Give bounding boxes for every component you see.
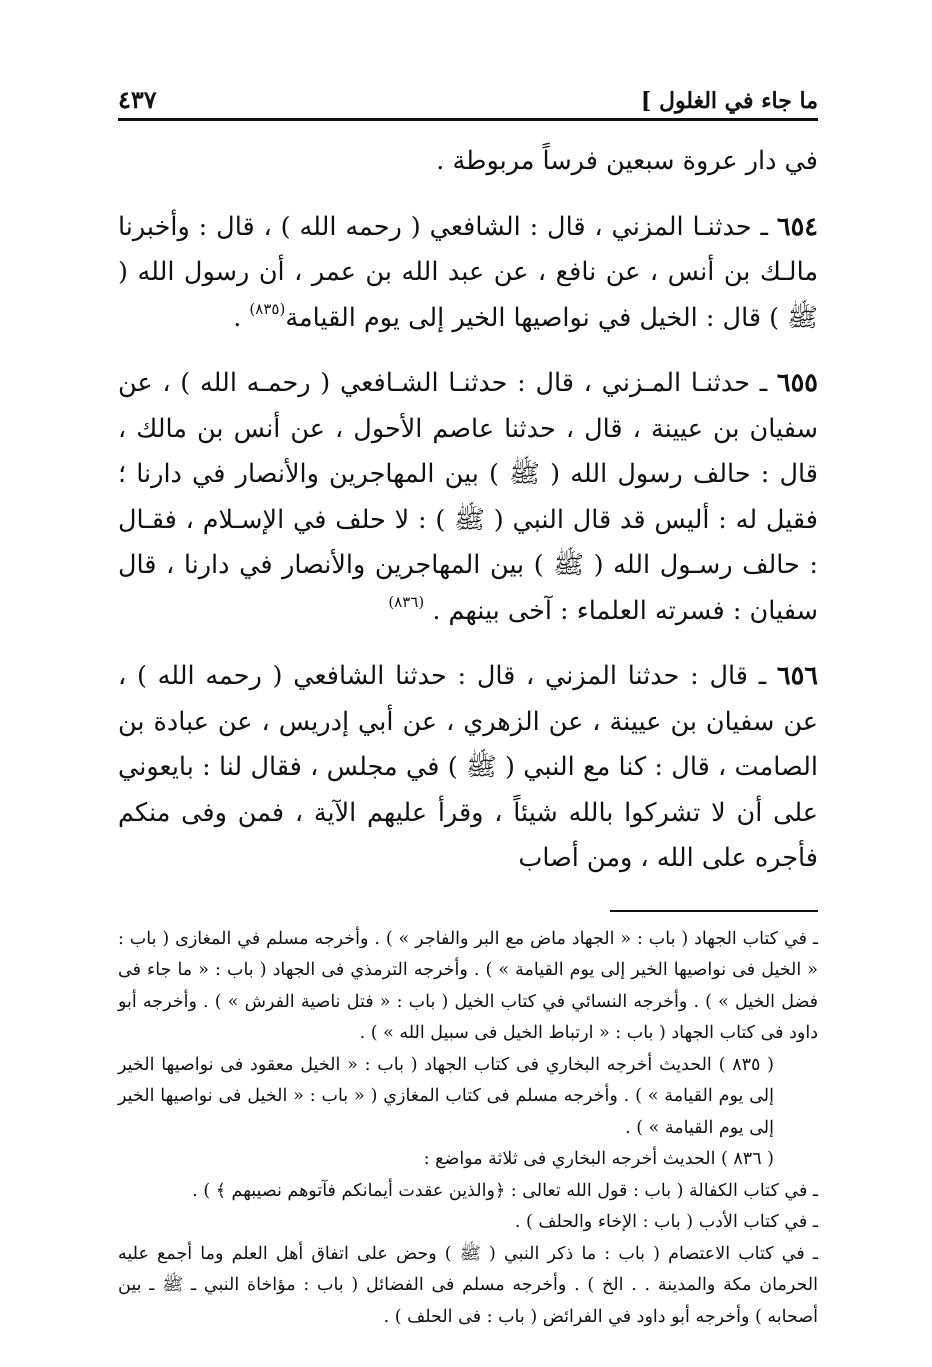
- footnote-ref: (٨٣٦): [388, 592, 425, 611]
- hadith-end: .: [233, 302, 250, 333]
- hadith-text: ـ حدثنـا المـزني ، قال : حدثنـا الشـافعي ( رحمـه الله ) ، عن سفيان بن عيينة ، قال ، حدثنا عاصم الأحول ، عن أنس بن مالك ، قال : حالف رسول الله ( ﷺ ) بين المهاجرين والأنصار في دارنا ؛ فقيل له : أليس قد قال النبي ( ﷺ ) : لا حلف في الإسـلام ، فقـال : حالف رسـول الله ( ﷺ ) بين المهاجرين والأنصار في دارنا ، قال سفيان : فسرته العلماء : آخى بينهم .: [118, 368, 818, 626]
- footnote-rule: [610, 910, 818, 912]
- running-header: [118, 70, 818, 118]
- chapter-title: ما جاء في الغلول ]: [640, 88, 818, 114]
- page-number: ٤٣٧: [118, 85, 157, 114]
- paragraph-continuation: في دار عروة سبعين فرساً مربوطة .: [436, 146, 818, 176]
- hadith-text: ـ حدثنـا المزني ، قال : الشافعي ( رحمه الله ) ، قال : وأخبرنا مالـك بن أنس ، عن نافع ، عن عبد الله بن عمر ، أن رسول الله ( ﷺ ) قال : الخيل في نواصيها الخير إلى يوم القيامة: [118, 211, 818, 333]
- hadith-654: [118, 205, 818, 342]
- hadith-number: ٦٥٦: [776, 661, 818, 691]
- footnote-836-item: ـ في كتاب الكفالة ( باب : قول الله تعالى : ﴿والذين عقدت أيمانكم فآتوهم نصيبهم ﴾ ) .: [192, 1180, 818, 1201]
- footnote-836: ( ٨٣٦ ) الحديث أخرجه البخاري فى ثلاثة مواضع :: [423, 1149, 774, 1169]
- hadith-656: [118, 654, 818, 882]
- footnote-836-item: ـ في كتاب الأدب ( باب : الإخاء والحلف ) .: [514, 1212, 818, 1232]
- footnote-ref: (٨٣٥): [249, 299, 286, 318]
- main-text: [118, 139, 818, 882]
- hadith-655: [118, 361, 818, 634]
- footnote-836-item: ـ في كتاب الاعتصام ( باب : ما ذكر النبي ( ﷺ ) وحض على اتفاق أهل العلم وما أجمع عليه الحرمان مكة والمدينة . . الخ ) . وأخرجه مسلم فى الفضائل ( باب : مؤاخاة النبي ـ ﷺ ـ بين أصحابه ) وأخرجه أبو داود في الفرائض ( باب : فى الحلف ) .: [118, 1243, 818, 1327]
- header-rule: [118, 118, 818, 121]
- hadith-text: ـ قال : حدثنا المزني ، قال : حدثنا الشافعي ( رحمه الله ) ، عن سفيان بن عيينة ، عن الزهري ، عن أبي إدريس ، عن عبادة بن الصامت ، قال : كنا مع النبي ( ﷺ ) في مجلس ، فقال لنا : بايعوني على أن لا تشركوا بالله شيئاً ، وقرأ عليهم الآية ، فمن وفى منكم فأجره على الله ، ومن أصاب: [118, 661, 818, 873]
- book-page: [118, 70, 818, 1333]
- footnote-835: ( ٨٣٥ ) الحديث أخرجه البخاري فى كتاب الجهاد ( باب : « الخيل معقود فى نواصيها الخير إلى يوم القيامة » ) . وأخرجه مسلم فى كتاب المغازي ( « باب : « الخيل فى نواصيها الخير إلى يوم القيامة » ) .: [118, 1054, 774, 1138]
- hadith-number: ٦٥٥: [776, 368, 818, 398]
- footnotes: [118, 924, 818, 1334]
- footnote-continued: ـ في كتاب الجهاد ( باب : « الجهاد ماض مع البر والفاجر » ) . وأخرجه مسلم في المغازى ( باب : « الخيل فى نواصيها الخير إلى يوم القيامة » ) . وأخرجه الترمذي فى الجهاد ( باب : « ما جاء فى فضل الخيل » ) . وأخرجه النسائي في كتاب الخيل ( باب : « فتل ناصية الفرش » ) . وأخرجه أبو داود فى كتاب الجهاد ( باب : « ارتباط الخيل فى سبيل الله » ) .: [118, 928, 818, 1043]
- hadith-number: ٦٥٤: [776, 211, 818, 242]
